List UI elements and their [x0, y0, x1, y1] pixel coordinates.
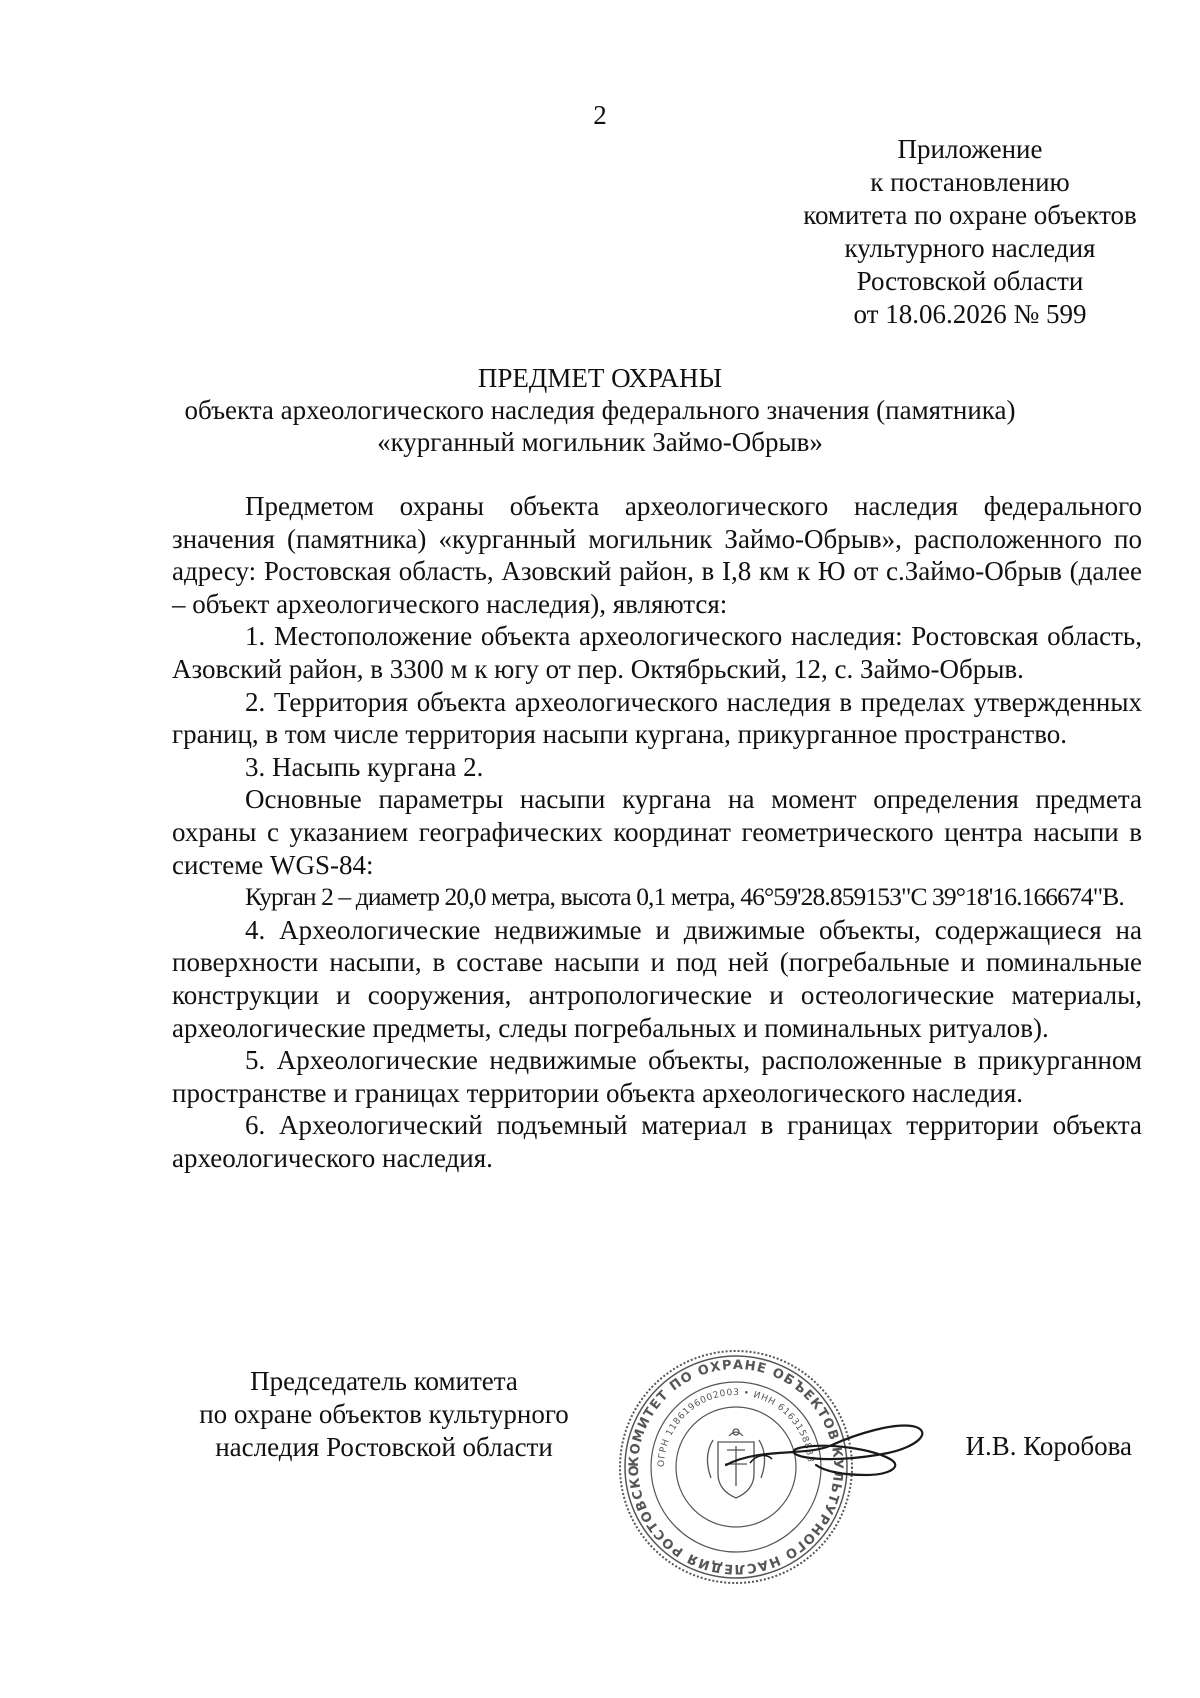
seal-inner-text: ОГРН 1186196002003 • ИНН 6163158833 — [656, 1387, 815, 1468]
page-number: 2 — [593, 100, 607, 130]
signatory-name: И.В. Коробова — [965, 1431, 1132, 1461]
seal-outer-text: КОМИТЕТ ПО ОХРАНЕ ОБЪЕКТОВ КУЛЬТУРНОГО НАСЛЕДИЯ РОСТОВСКО — [626, 1357, 846, 1577]
params-paragraph: Основные параметры насыпи кургана на момент определения предмета охраны с указанием географических координат геометрического центра насыпи в системе WGS-84: — [172, 784, 1142, 880]
appendix-line: Ростовской области — [856, 266, 1084, 296]
item-location: 1. Местоположение объекта археологического наследия: Ростовская область, Азовский район, в 3300 м к югу от пер. Октябрьский, 12, с. Займо-Обрыв. — [172, 621, 1142, 684]
appendix-line: комитета по охране объектов — [803, 200, 1137, 230]
document-body — [172, 490, 1142, 1174]
document-title — [0, 362, 1200, 458]
appendix-line: Приложение — [897, 134, 1043, 164]
item-objects: 4. Археологические недвижимые и движимые объекты, содержащиеся на поверхности насыпи, в составе насыпи и под ней (погребальные и поминальные конструкции и сооружения, антропологические и остеологические материалы, археологические предметы, следы погребальных и поминальных ритуалов). — [172, 914, 1142, 1043]
signature-block — [172, 1365, 1152, 1605]
appendix-line: к постановлению — [870, 167, 1070, 197]
intro-paragraph: Предметом охраны объекта археологического наследия федерального значения (памятника) «курганный могильник Займо-Обрыв», расположенного по адресу: Ростовская область, Азовский район, в I,8 км к Ю от с.Займо-Обрыв (далее – объект археологического наследия), являются: — [172, 491, 1142, 619]
item-territory: 2. Территория объекта археологического наследия в пределах утвержденных границ, в том числе территория насыпи кургана, прикурганное пространство. — [172, 686, 1142, 750]
item-immovable-objects: 5. Археологические недвижимые объекты, расположенные в прикурганном пространстве и границах территории объекта археологического наследия. — [172, 1045, 1142, 1108]
appendix-line: от 18.06.2026 № 599 — [853, 299, 1087, 329]
title-subtitle: объекта археологического наследия федерального значения (памятника) — [184, 395, 1016, 425]
appendix-line: культурного наследия — [844, 233, 1096, 263]
title-object-name: «курганный могильник Займо-Обрыв» — [377, 427, 823, 457]
signatory-title-line: наследия Ростовской области — [215, 1432, 553, 1462]
appendix-header — [760, 133, 1180, 331]
item-mound: 3. Насыпь кургана 2. — [245, 751, 484, 782]
signatory-title — [172, 1365, 596, 1464]
signatory-title-line: Председатель комитета — [250, 1366, 518, 1396]
item-surface-material: 6. Археологический подъемный материал в границах территории объекта археологического наследия. — [172, 1110, 1142, 1173]
title-heading: ПРЕДМЕТ ОХРАНЫ — [477, 363, 723, 393]
mound-coordinates: Курган 2 – диаметр 20,0 метра, высота 0,1 метра, 46°59'28.859153"С 39°18'16.166674"В. — [245, 882, 1124, 912]
signatory-title-line: по охране объектов культурного — [199, 1399, 569, 1429]
